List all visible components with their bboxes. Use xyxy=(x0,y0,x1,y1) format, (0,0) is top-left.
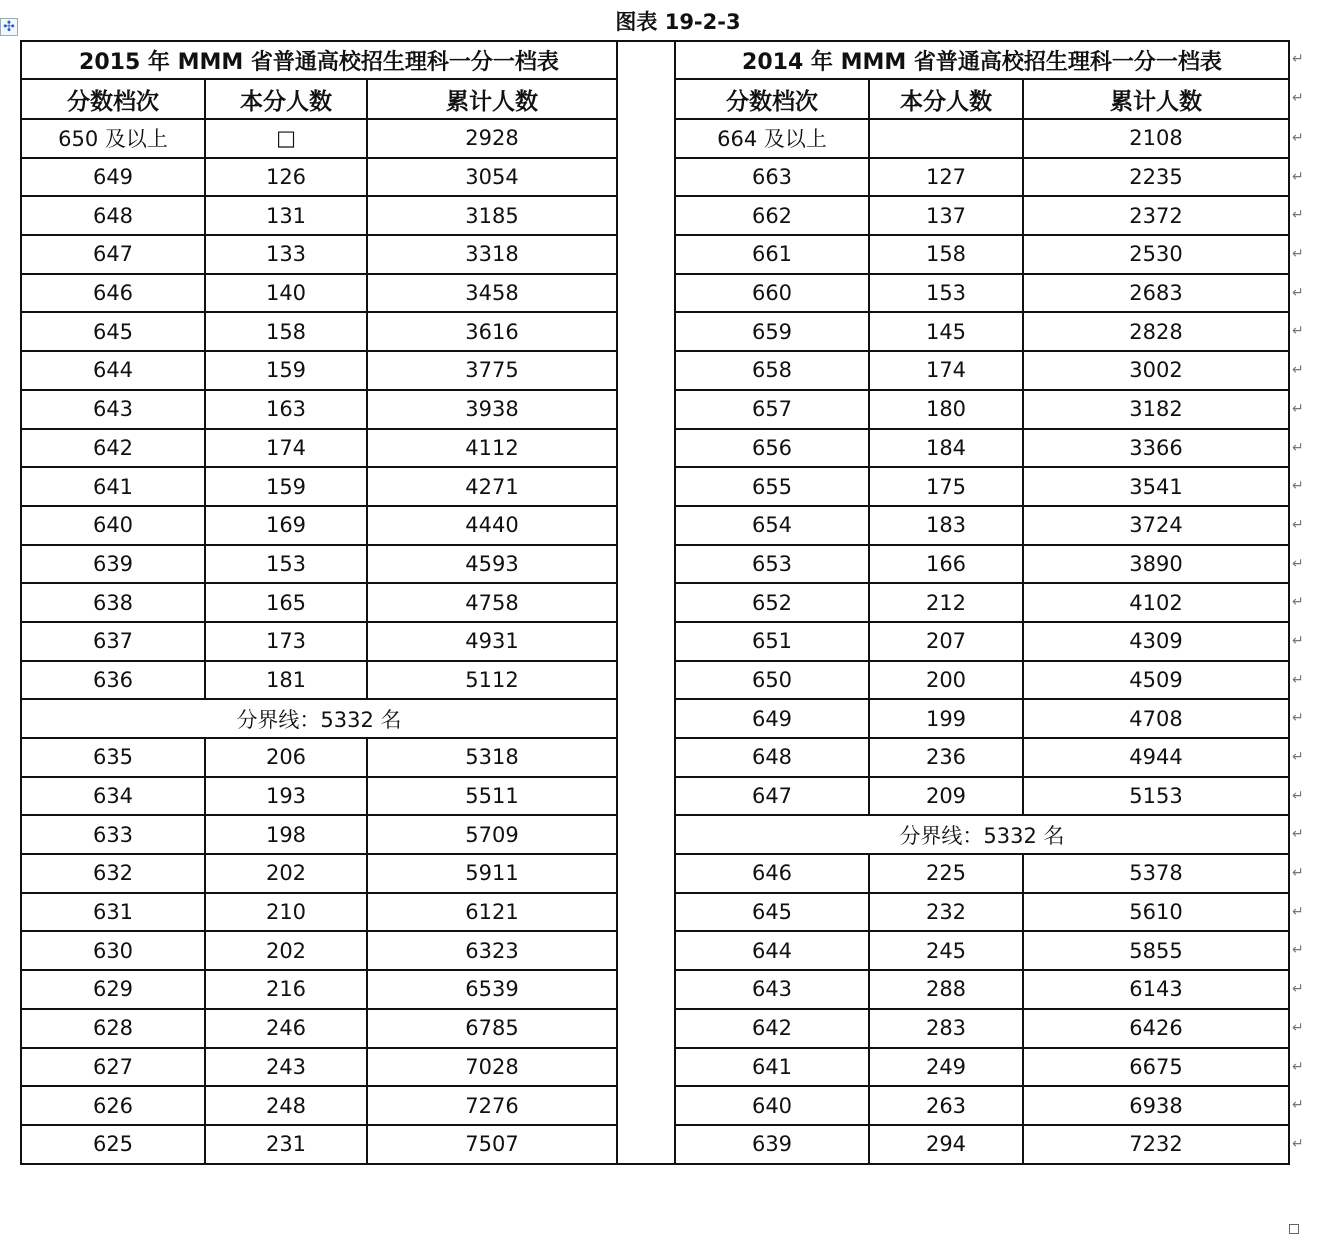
left-cumulative: 5511 xyxy=(367,777,617,816)
left-cumulative: 2928 xyxy=(367,119,617,158)
left-count: 133 xyxy=(205,235,367,274)
paragraph-return-icon: ↵ xyxy=(1292,206,1304,223)
left-count: 206 xyxy=(205,738,367,777)
left-score: 641 xyxy=(21,467,205,506)
left-score: 625 xyxy=(21,1125,205,1164)
right-cumulative: 7232 xyxy=(1023,1125,1289,1164)
left-cumulative: 5709 xyxy=(367,815,617,854)
right-score: 654 xyxy=(675,506,869,545)
left-score: 629 xyxy=(21,970,205,1009)
right-score: 653 xyxy=(675,545,869,584)
right-count: 294 xyxy=(869,1125,1023,1164)
left-score: 633 xyxy=(21,815,205,854)
right-count: 199 xyxy=(869,699,1023,738)
right-count: 158 xyxy=(869,235,1023,274)
right-cumulative: 2828 xyxy=(1023,312,1289,351)
right-count: 249 xyxy=(869,1048,1023,1087)
right-score: 662 xyxy=(675,196,869,235)
left-cumulative: 4931 xyxy=(367,622,617,661)
left-score: 627 xyxy=(21,1048,205,1087)
left-count: 202 xyxy=(205,931,367,970)
right-count: 225 xyxy=(869,854,1023,893)
paragraph-return-icon: ↵ xyxy=(1292,671,1304,688)
right-cumulative: 3182 xyxy=(1023,390,1289,429)
left-cumulative: 3616 xyxy=(367,312,617,351)
left-count: 216 xyxy=(205,970,367,1009)
left-score: 640 xyxy=(21,506,205,545)
right-score: 656 xyxy=(675,429,869,468)
right-score: 658 xyxy=(675,351,869,390)
right-cumulative: 6426 xyxy=(1023,1009,1289,1048)
left-cumulative: 3318 xyxy=(367,235,617,274)
right-score: 660 xyxy=(675,274,869,313)
left-cumulative: 7507 xyxy=(367,1125,617,1164)
right-cumulative: 6938 xyxy=(1023,1086,1289,1125)
right-score: 651 xyxy=(675,622,869,661)
right-count: 174 xyxy=(869,351,1023,390)
right-count: 232 xyxy=(869,893,1023,932)
left-score: 638 xyxy=(21,583,205,622)
right-count: 175 xyxy=(869,467,1023,506)
right-cumulative: 4309 xyxy=(1023,622,1289,661)
right-score: 643 xyxy=(675,970,869,1009)
left-cumulative: 4758 xyxy=(367,583,617,622)
right-score: 649 xyxy=(675,699,869,738)
right-score: 663 xyxy=(675,158,869,197)
left-score: 630 xyxy=(21,931,205,970)
paragraph-return-icon: ↵ xyxy=(1292,477,1304,494)
paragraph-return-icon: ↵ xyxy=(1292,709,1304,726)
right-count: 127 xyxy=(869,158,1023,197)
right-cumulative: 4708 xyxy=(1023,699,1289,738)
left-score: 649 xyxy=(21,158,205,197)
paragraph-return-icon: ↵ xyxy=(1292,168,1304,185)
paragraph-return-icon: ↵ xyxy=(1292,322,1304,339)
right-score: 664 及以上 xyxy=(675,119,869,158)
right-count: 209 xyxy=(869,777,1023,816)
left-count: 181 xyxy=(205,661,367,700)
left-cumulative: 3938 xyxy=(367,390,617,429)
table-move-handle-icon[interactable]: ✣ xyxy=(0,18,18,36)
right-score: 644 xyxy=(675,931,869,970)
right-count: 283 xyxy=(869,1009,1023,1048)
left-cumulative: 4271 xyxy=(367,467,617,506)
left-count: 163 xyxy=(205,390,367,429)
right-cumulative: 2108 xyxy=(1023,119,1289,158)
right-score: 650 xyxy=(675,661,869,700)
left-cumulative: 4593 xyxy=(367,545,617,584)
left-cumulative: 6121 xyxy=(367,893,617,932)
left-cumulative: 5112 xyxy=(367,661,617,700)
right-count: 200 xyxy=(869,661,1023,700)
right-count: 236 xyxy=(869,738,1023,777)
left-count: 210 xyxy=(205,893,367,932)
right-cumulative: 4509 xyxy=(1023,661,1289,700)
right-count xyxy=(869,119,1023,158)
right-count: 145 xyxy=(869,312,1023,351)
right-cumulative: 2372 xyxy=(1023,196,1289,235)
left-cumulative: 5318 xyxy=(367,738,617,777)
table-resize-handle[interactable] xyxy=(1289,1224,1299,1234)
left-cumulative: 6539 xyxy=(367,970,617,1009)
right-cumulative: 3724 xyxy=(1023,506,1289,545)
right-column-header: 本分人数 xyxy=(869,79,1023,119)
left-count: 173 xyxy=(205,622,367,661)
left-cumulative: 3185 xyxy=(367,196,617,235)
right-count: 263 xyxy=(869,1086,1023,1125)
right-score: 639 xyxy=(675,1125,869,1164)
right-cumulative: 5610 xyxy=(1023,893,1289,932)
paragraph-return-icon: ↵ xyxy=(1292,245,1304,262)
paragraph-return-icon: ↵ xyxy=(1292,941,1304,958)
right-column-header: 分数档次 xyxy=(675,79,869,119)
right-column-header: 累计人数 xyxy=(1023,79,1289,119)
right-score: 655 xyxy=(675,467,869,506)
paragraph-return-icon: ↵ xyxy=(1292,90,1304,106)
left-score: 626 xyxy=(21,1086,205,1125)
paragraph-return-icon: ↵ xyxy=(1292,593,1304,610)
right-cumulative: 4944 xyxy=(1023,738,1289,777)
right-score: 659 xyxy=(675,312,869,351)
right-score: 642 xyxy=(675,1009,869,1048)
right-table-title: 2014 年 MMM 省普通高校招生理科一分一档表 xyxy=(675,41,1289,79)
left-count: 126 xyxy=(205,158,367,197)
left-score: 632 xyxy=(21,854,205,893)
paragraph-return-icon: ↵ xyxy=(1292,903,1304,920)
left-score: 647 xyxy=(21,235,205,274)
left-score: 635 xyxy=(21,738,205,777)
right-boundary-line: 分界线：5332 名 xyxy=(675,815,1289,854)
left-cumulative: 6785 xyxy=(367,1009,617,1048)
right-count: 288 xyxy=(869,970,1023,1009)
left-score: 628 xyxy=(21,1009,205,1048)
right-score: 648 xyxy=(675,738,869,777)
left-column-header: 累计人数 xyxy=(367,79,617,119)
left-count: 193 xyxy=(205,777,367,816)
right-score: 641 xyxy=(675,1048,869,1087)
right-cumulative: 5378 xyxy=(1023,854,1289,893)
left-count: □ xyxy=(205,119,367,158)
right-score: 640 xyxy=(675,1086,869,1125)
left-cumulative: 6323 xyxy=(367,931,617,970)
paragraph-return-icon: ↵ xyxy=(1292,1058,1304,1075)
right-score: 661 xyxy=(675,235,869,274)
left-cumulative: 3775 xyxy=(367,351,617,390)
left-count: 169 xyxy=(205,506,367,545)
right-count: 183 xyxy=(869,506,1023,545)
left-column-header: 分数档次 xyxy=(21,79,205,119)
right-cumulative: 3366 xyxy=(1023,429,1289,468)
left-count: 153 xyxy=(205,545,367,584)
left-count: 159 xyxy=(205,351,367,390)
paragraph-return-icon: ↵ xyxy=(1292,632,1304,649)
left-count: 243 xyxy=(205,1048,367,1087)
right-count: 245 xyxy=(869,931,1023,970)
right-cumulative: 5855 xyxy=(1023,931,1289,970)
left-count: 165 xyxy=(205,583,367,622)
right-count: 184 xyxy=(869,429,1023,468)
right-score: 647 xyxy=(675,777,869,816)
left-score: 648 xyxy=(21,196,205,235)
paragraph-return-icon: ↵ xyxy=(1292,129,1304,146)
paragraph-return-icon: ↵ xyxy=(1292,864,1304,881)
right-count: 207 xyxy=(869,622,1023,661)
left-table-title: 2015 年 MMM 省普通高校招生理科一分一档表 xyxy=(21,41,617,79)
left-cumulative: 5911 xyxy=(367,854,617,893)
right-count: 212 xyxy=(869,583,1023,622)
paragraph-return-icon: ↵ xyxy=(1292,361,1304,378)
right-score: 645 xyxy=(675,893,869,932)
title-row xyxy=(21,41,1289,79)
left-score: 650 及以上 xyxy=(21,119,205,158)
left-count: 246 xyxy=(205,1009,367,1048)
paragraph-return-icon: ↵ xyxy=(1292,284,1304,301)
right-cumulative: 4102 xyxy=(1023,583,1289,622)
right-cumulative: 2235 xyxy=(1023,158,1289,197)
right-score: 652 xyxy=(675,583,869,622)
left-boundary-line: 分界线：5332 名 xyxy=(21,699,617,738)
left-count: 158 xyxy=(205,312,367,351)
column-gap xyxy=(617,41,675,1164)
left-score: 645 xyxy=(21,312,205,351)
left-score: 634 xyxy=(21,777,205,816)
paragraph-return-icon: ↵ xyxy=(1292,748,1304,765)
right-cumulative: 5153 xyxy=(1023,777,1289,816)
left-cumulative: 7276 xyxy=(367,1086,617,1125)
left-cumulative: 4112 xyxy=(367,429,617,468)
left-score: 631 xyxy=(21,893,205,932)
right-cumulative: 3890 xyxy=(1023,545,1289,584)
left-score: 637 xyxy=(21,622,205,661)
figure-caption: 图表 19-2-3 xyxy=(615,10,741,34)
left-score: 644 xyxy=(21,351,205,390)
paragraph-return-icon: ↵ xyxy=(1292,787,1304,804)
score-tables xyxy=(20,40,1290,1165)
left-score: 642 xyxy=(21,429,205,468)
left-score: 636 xyxy=(21,661,205,700)
right-count: 137 xyxy=(869,196,1023,235)
left-count: 231 xyxy=(205,1125,367,1164)
right-count: 153 xyxy=(869,274,1023,313)
paragraph-return-icon: ↵ xyxy=(1292,1135,1304,1152)
paragraph-return-icon: ↵ xyxy=(1292,825,1304,842)
left-count: 198 xyxy=(205,815,367,854)
left-cumulative: 3458 xyxy=(367,274,617,313)
right-score: 657 xyxy=(675,390,869,429)
right-cumulative: 3002 xyxy=(1023,351,1289,390)
left-count: 159 xyxy=(205,467,367,506)
left-cumulative: 7028 xyxy=(367,1048,617,1087)
left-cumulative: 3054 xyxy=(367,158,617,197)
right-cumulative: 3541 xyxy=(1023,467,1289,506)
paragraph-return-icon: ↵ xyxy=(1292,555,1304,572)
left-count: 174 xyxy=(205,429,367,468)
right-cumulative: 6143 xyxy=(1023,970,1289,1009)
right-cumulative: 6675 xyxy=(1023,1048,1289,1087)
left-count: 202 xyxy=(205,854,367,893)
paragraph-return-icon: ↵ xyxy=(1292,1019,1304,1036)
left-score: 639 xyxy=(21,545,205,584)
left-count: 131 xyxy=(205,196,367,235)
paragraph-return-icon: ↵ xyxy=(1292,439,1304,456)
right-count: 166 xyxy=(869,545,1023,584)
left-count: 248 xyxy=(205,1086,367,1125)
left-count: 140 xyxy=(205,274,367,313)
paragraph-return-icon: ↵ xyxy=(1292,51,1304,67)
paragraph-return-icon: ↵ xyxy=(1292,980,1304,997)
paragraph-return-icon: ↵ xyxy=(1292,516,1304,533)
right-cumulative: 2683 xyxy=(1023,274,1289,313)
left-cumulative: 4440 xyxy=(367,506,617,545)
paragraph-return-icon: ↵ xyxy=(1292,400,1304,417)
right-count: 180 xyxy=(869,390,1023,429)
left-score: 646 xyxy=(21,274,205,313)
left-column-header: 本分人数 xyxy=(205,79,367,119)
right-score: 646 xyxy=(675,854,869,893)
paragraph-return-icon: ↵ xyxy=(1292,1096,1304,1113)
right-cumulative: 2530 xyxy=(1023,235,1289,274)
left-score: 643 xyxy=(21,390,205,429)
